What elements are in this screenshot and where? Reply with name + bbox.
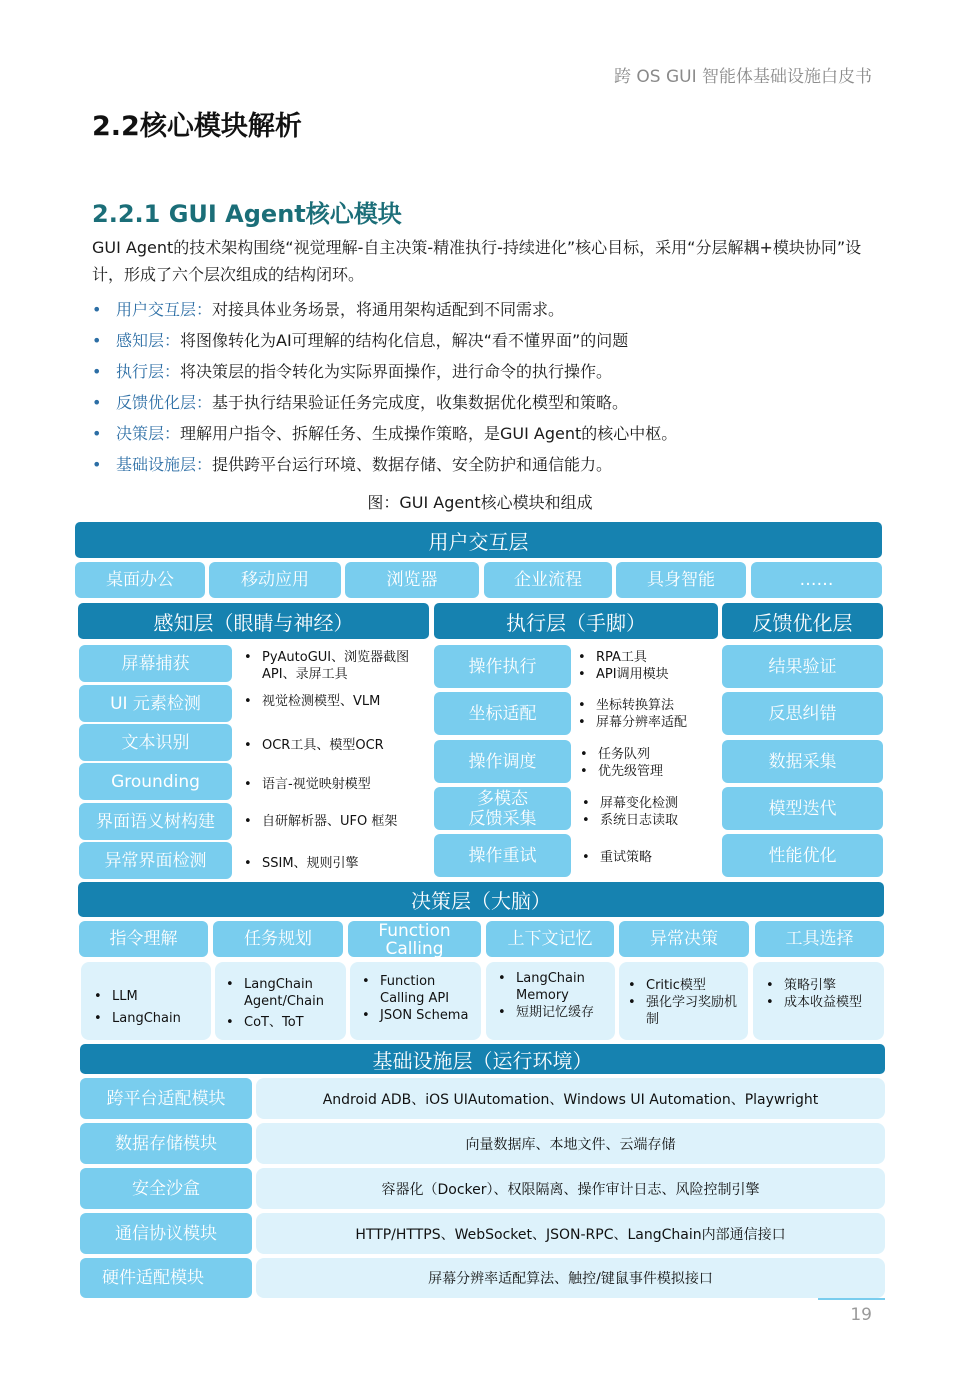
bullet-item: • 用户交互层： 对接具体业务场景，将通用架构适配到不同需求。 [92, 300, 565, 319]
execution-layer-header: 执行层（手脚） [434, 603, 718, 639]
bullet-item: • 执行层： 将决策层的指令转化为实际界面操作，进行命令的执行操作。 [92, 362, 613, 381]
infrastructure-detail: Android ADB、iOS UIAutomation、Windows UI Automation、Playwright [322, 1091, 819, 1108]
infrastructure-module: 安全沙盒 [80, 1168, 252, 1209]
decision-module: 指令理解 [79, 921, 208, 957]
infrastructure-detail: 屏幕分辨率适配算法、触控/键鼠事件模拟接口 [428, 1271, 713, 1287]
decision-tools: • Critic模型 • 强化学习奖励机制 [628, 978, 738, 1027]
subsection-heading: 2.2.1 GUI Agent核心模块 [92, 200, 402, 228]
bullet-item: • 决策层： 理解用户指令、拆解任务、生成操作策略，是GUI Agent的核心中枢。 [92, 424, 678, 443]
execution-tools: • 任务队列 • 优先级管理 [580, 747, 664, 779]
perception-layer-header: 感知层（眼睛与神经） [78, 603, 429, 639]
user-layer-header: 用户交互层 [75, 522, 882, 558]
infrastructure-detail: 容器化（Docker）、权限隔离、操作审计日志、风险控制引擎 [381, 1181, 760, 1198]
perception-tools: • OCR工具、模型OCR [244, 738, 384, 753]
perception-tools: • 语言-视觉映射模型 [244, 777, 371, 792]
figure-caption: 图：GUI Agent核心模块和组成 [367, 493, 593, 512]
page-number-rule [818, 1298, 885, 1300]
perception-tools: • PyAutoGUI、浏览器截图API、录屏工具 [244, 650, 410, 682]
infrastructure-detail: HTTP/HTTPS、WebSocket、JSON-RPC、LangChain内部通信接口 [355, 1226, 786, 1243]
perception-tools: • 视觉检测模型、VLM [244, 694, 381, 709]
decision-layer-header: 决策层（大脑） [78, 882, 884, 917]
execution-tools: • 重试策略 [582, 850, 653, 865]
feedback-module: 性能优化 [722, 834, 883, 877]
feedback-layer-header: 反馈优化层 [722, 603, 883, 639]
user-scene-item: 具身智能 [616, 562, 746, 598]
perception-tools: • SSIM、规则引擎 [244, 856, 359, 871]
section-heading: 2.2核心模块解析 [92, 111, 302, 142]
user-scene-item: …… [751, 562, 882, 598]
layer-bullet-list [92, 296, 677, 482]
perception-module: UI 元素检测 [79, 685, 232, 722]
decision-tools: • Function Calling API • JSON Schema [362, 974, 469, 1023]
decision-module: 上下文记忆 [486, 921, 614, 957]
perception-module: 界面语义树构建 [79, 803, 232, 840]
infrastructure-module: 数据存储模块 [80, 1123, 252, 1164]
bullet-item: • 基础设施层： 提供跨平台运行环境、数据存储、安全防护和通信能力。 [92, 455, 613, 474]
bullet-item: • 感知层： 将图像转化为AI可理解的结构化信息，解决“看不懂界面”的问题 [92, 331, 629, 350]
bullet-item: • 反馈优化层： 基于执行结果验证任务完成度，收集数据优化模型和策略。 [92, 393, 629, 412]
feedback-module: 反思纠错 [722, 692, 883, 735]
infrastructure-layer-header: 基础设施层（运行环境） [80, 1044, 885, 1074]
decision-tools: • LangChain Agent/Chain • CoT、ToT [226, 977, 324, 1030]
execution-module: 操作执行 [434, 645, 571, 688]
perception-module: 文本识别 [79, 724, 232, 761]
user-scene-item: 浏览器 [345, 562, 479, 598]
decision-module: 异常决策 [619, 921, 749, 957]
decision-module: 工具选择 [755, 921, 884, 957]
user-scene-item: 企业流程 [484, 562, 612, 598]
user-scene-item: 桌面办公 [75, 562, 205, 598]
perception-module: 异常界面检测 [79, 842, 232, 879]
intro-paragraph: GUI Agent的技术架构围绕“视觉理解-自主决策-精准执行-持续进化”核心目标，采用“分层解耦+模块协同”设计，形成了六个层次组成的结构闭环。 [92, 238, 862, 284]
perception-module: Grounding [79, 763, 232, 800]
decision-module: 任务规划 [213, 921, 343, 957]
decision-tools: • LangChain Memory • 短期记忆缓存 [498, 971, 595, 1020]
execution-tools: • 屏幕变化检测 • 系统日志读取 [582, 796, 679, 828]
execution-module: 坐标适配 [434, 692, 571, 735]
perception-module: 屏幕捕获 [79, 645, 232, 682]
infrastructure-module: 跨平台适配模块 [80, 1078, 252, 1119]
execution-module: 多模态 反馈采集 [434, 787, 571, 830]
running-header: 跨 OS GUI 智能体基础设施白皮书 [613, 67, 872, 87]
execution-module: 操作重试 [434, 834, 571, 877]
decision-tools: • LLM • LangChain [94, 989, 181, 1026]
feedback-module: 结果验证 [722, 645, 883, 688]
infrastructure-detail: 向量数据库、本地文件、云端存储 [465, 1136, 676, 1153]
feedback-module: 数据采集 [722, 740, 883, 783]
user-scene-item: 移动应用 [209, 562, 341, 598]
feedback-module: 模型迭代 [722, 787, 883, 830]
execution-tools: • 坐标转换算法 • 屏幕分辨率适配 [578, 698, 688, 730]
infrastructure-module: 硬件适配模块 [80, 1258, 252, 1298]
infrastructure-module: 通信协议模块 [80, 1213, 252, 1254]
decision-tools: • 策略引擎 • 成本收益模型 [766, 978, 863, 1010]
execution-tools: • RPA工具 • API调用模块 [578, 650, 669, 682]
page-number: 19 [850, 1305, 872, 1325]
perception-tools: • 自研解析器、UFO 框架 [244, 814, 398, 829]
decision-module: Function Calling [348, 921, 481, 957]
execution-module: 操作调度 [434, 740, 571, 783]
